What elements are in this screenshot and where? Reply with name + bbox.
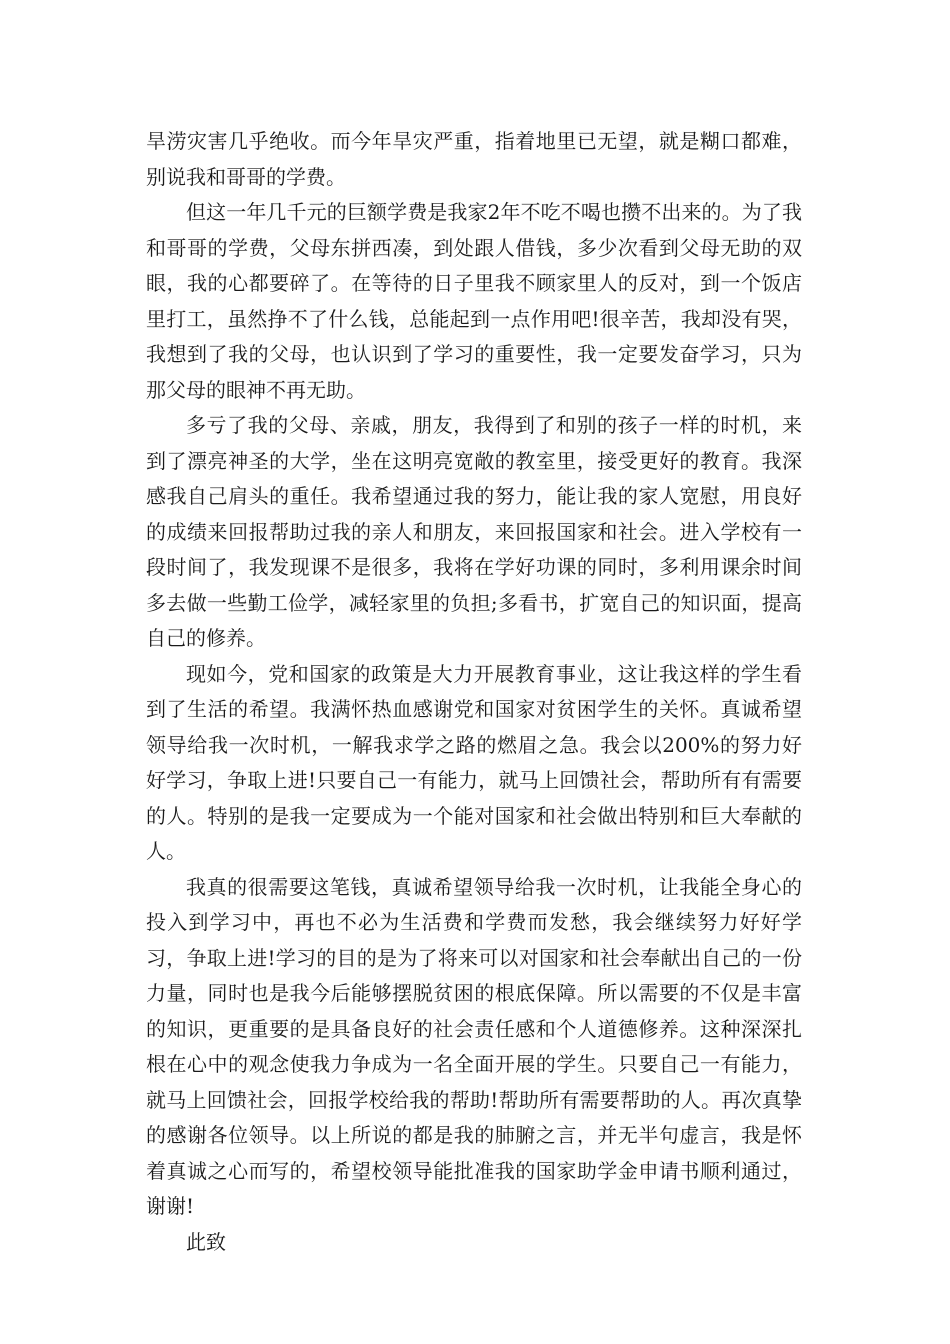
paragraph-request: 我真的很需要这笔钱，真诚希望领导给我一次时机，让我能全身心的投入到学习中，再也不必为生活费和学费而发愁，我会继续努力好好学习，争取上进!学习的目的是为了将来可以对国家和社会奉献出自己的一份力量，同时也是我今后能够摆脱贫困的根底保障。所以需要的不仅是丰富的知识，更重要的是具备良好的社会责任感和个人道德修养。这种深深扎根在心中的观念使我力争成为一名全面开展的学生。只要自己一有能力，就马上回馈社会，回报学校给我的帮助!帮助所有需要帮助的人。再次真挚的感谢各位领导。以上所说的都是我的肺腑之言，并无半句虚言，我是怀着真诚之心而写的，希望校领导能批准我的国家助学金申请书顺利通过，谢谢! <box>146 874 802 1218</box>
closing-salutation: 此致 <box>186 1229 226 1254</box>
document-body <box>146 124 802 1260</box>
paragraph-national-policy: 现如今，党和国家的政策是大力开展教育事业，这让我这样的学生看到了生活的希望。我满怀热血感谢党和国家对贫困学生的关怀。真诚希望领导给我一次时机，一解我求学之路的燃眉之急。我会以200%的努力好好学习，争取上进!只要自己一有能力，就马上回馈社会，帮助所有有需要的人。特别的是我一定要成为一个能对国家和社会做出特别和巨大奉献的人。 <box>146 661 802 863</box>
paragraph-tuition-hardship: 但这一年几千元的巨额学费是我家2年不吃不喝也攒不出来的。为了我和哥哥的学费，父母东拼西凑，到处跟人借钱，多少次看到父母无助的双眼，我的心都要碎了。在等待的日子里我不顾家里人的反对，到一个饭店里打工，虽然挣不了什么钱，总能起到一点作用吧!很辛苦，我却没有哭，我想到了我的父母，也认识到了学习的重要性，我一定要发奋学习，只为那父母的眼神不再无助。 <box>146 200 802 402</box>
paragraph-gratitude-university: 多亏了我的父母、亲戚，朋友，我得到了和别的孩子一样的时机，来到了漂亮神圣的大学，坐在这明亮宽敞的教室里，接受更好的教育。我深感我自己肩头的重任。我希望通过我的努力，能让我的家人宽慰，用良好的成绩来回报帮助过我的亲人和朋友，来回报国家和社会。进入学校有一段时间了，我发现课不是很多，我将在学好功课的同时，多利用课余时间多去做一些勤工俭学，减轻家里的负担;多看书，扩宽自己的知识面，提高自己的修养。 <box>146 413 802 650</box>
paragraph-continuation: 旱涝灾害几乎绝收。而今年旱灾严重，指着地里已无望，就是糊口都难，别说我和哥哥的学费。 <box>146 129 802 189</box>
